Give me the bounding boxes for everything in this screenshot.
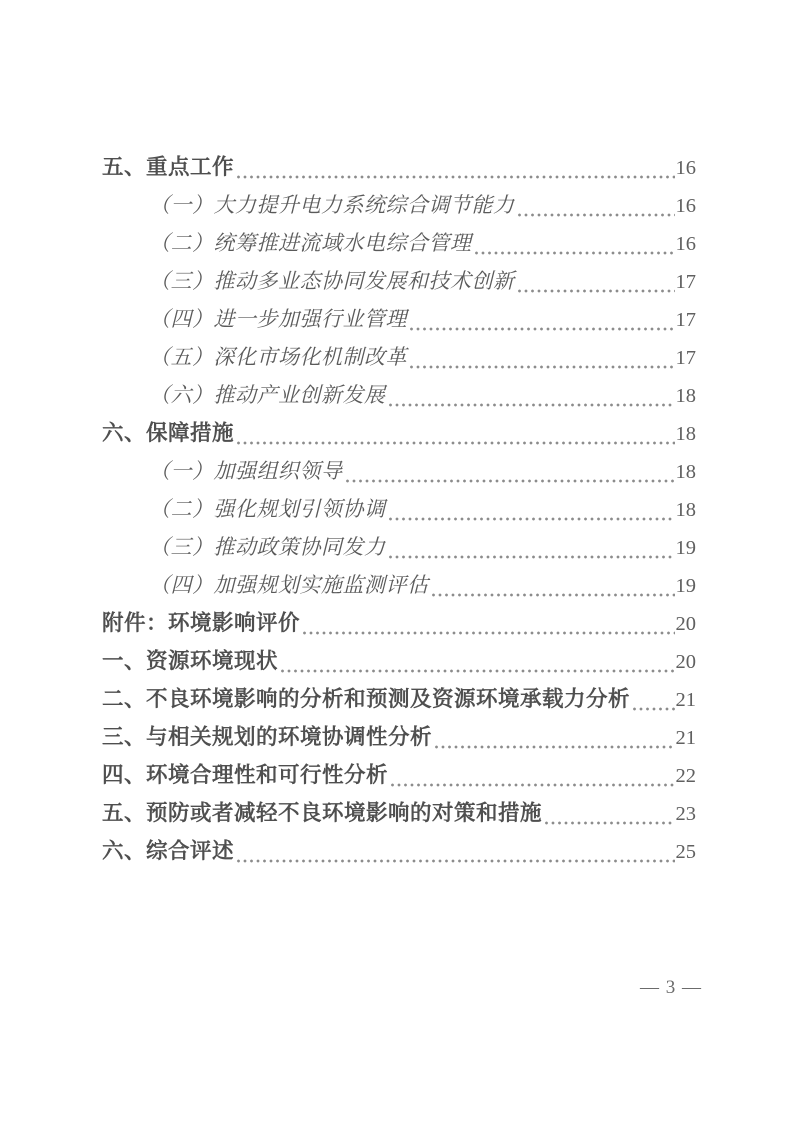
toc-entry xyxy=(102,566,696,604)
toc-entry xyxy=(102,794,696,832)
dot-leader xyxy=(303,631,674,635)
toc-entry xyxy=(102,262,696,300)
toc-entry-page: 23 xyxy=(675,803,696,825)
toc-entry xyxy=(102,756,696,794)
toc-entry-page: 20 xyxy=(675,651,696,673)
table-of-contents xyxy=(102,148,696,870)
toc-entry-page: 16 xyxy=(675,195,696,217)
toc-entry-title: 一、资源环境现状 xyxy=(102,649,279,673)
toc-entry-title: （三）推动政策协同发力 xyxy=(149,535,386,559)
toc-entry xyxy=(102,718,696,756)
dot-leader xyxy=(237,859,674,863)
dot-leader xyxy=(545,821,674,825)
page-number-footer: — 3 — xyxy=(640,977,702,998)
dot-leader xyxy=(633,707,674,711)
toc-entry-page: 16 xyxy=(675,233,696,255)
dot-leader xyxy=(410,327,675,331)
toc-entry-title: 二、不良环境影响的分析和预测及资源环境承载力分析 xyxy=(102,687,631,711)
toc-entry-page: 19 xyxy=(675,575,696,597)
toc-entry-page: 18 xyxy=(675,423,696,445)
toc-entry-title: （五）深化市场化机制改革 xyxy=(149,345,407,369)
toc-entry xyxy=(102,148,696,186)
toc-entry-title: （二）统筹推进流域水电综合管理 xyxy=(149,231,472,255)
dot-leader xyxy=(410,365,675,369)
dot-leader xyxy=(281,669,674,673)
toc-entry-title: （六）推动产业创新发展 xyxy=(149,383,386,407)
toc-entry-title: 三、与相关规划的环境协调性分析 xyxy=(102,725,433,749)
toc-entry xyxy=(102,414,696,452)
toc-entry-title: 六、保障措施 xyxy=(102,421,235,445)
toc-entry-page: 18 xyxy=(675,499,696,521)
toc-entry xyxy=(102,376,696,414)
toc-entry-page: 16 xyxy=(675,157,696,179)
toc-entry-page: 17 xyxy=(675,309,696,331)
toc-entry-page: 25 xyxy=(675,841,696,863)
toc-entry xyxy=(102,186,696,224)
toc-entry xyxy=(102,338,696,376)
toc-entry-title: （一）大力提升电力系统综合调节能力 xyxy=(149,193,515,217)
toc-entry xyxy=(102,224,696,262)
dot-leader xyxy=(518,289,675,293)
toc-entry xyxy=(102,452,696,490)
toc-entry-title: （四）加强规划实施监测评估 xyxy=(149,573,429,597)
toc-entry-title: （一）加强组织领导 xyxy=(149,459,343,483)
dot-leader xyxy=(346,479,675,483)
dot-leader xyxy=(432,593,675,597)
dot-leader xyxy=(389,555,675,559)
toc-entry-page: 18 xyxy=(675,385,696,407)
toc-entry xyxy=(102,300,696,338)
toc-entry-page: 21 xyxy=(675,727,696,749)
dot-leader xyxy=(237,175,674,179)
dot-leader xyxy=(389,517,675,521)
dot-leader xyxy=(435,745,674,749)
toc-entry-page: 21 xyxy=(675,689,696,711)
toc-entry-title: 五、重点工作 xyxy=(102,155,235,179)
toc-entry-title: （三）推动多业态协同发展和技术创新 xyxy=(149,269,515,293)
dot-leader xyxy=(389,403,675,407)
toc-entry-page: 17 xyxy=(675,271,696,293)
toc-entry-page: 17 xyxy=(675,347,696,369)
dot-leader xyxy=(475,251,675,255)
toc-entry-title: （四）进一步加强行业管理 xyxy=(149,307,407,331)
toc-entry-page: 19 xyxy=(675,537,696,559)
toc-entry-title: 四、环境合理性和可行性分析 xyxy=(102,763,389,787)
toc-entry-title: 五、预防或者减轻不良环境影响的对策和措施 xyxy=(102,801,543,825)
dot-leader xyxy=(237,441,674,445)
toc-entry-page: 20 xyxy=(675,613,696,635)
toc-entry xyxy=(102,490,696,528)
toc-entry-title: （二）强化规划引领协调 xyxy=(149,497,386,521)
toc-entry-page: 22 xyxy=(675,765,696,787)
dot-leader xyxy=(518,213,675,217)
toc-entry-title: 附件：环境影响评价 xyxy=(102,611,301,635)
toc-entry xyxy=(102,642,696,680)
toc-entry-title: 六、综合评述 xyxy=(102,839,235,863)
toc-entry-page: 18 xyxy=(675,461,696,483)
toc-entry xyxy=(102,604,696,642)
toc-entry xyxy=(102,832,696,870)
dot-leader xyxy=(391,783,674,787)
toc-entry xyxy=(102,680,696,718)
toc-entry xyxy=(102,528,696,566)
